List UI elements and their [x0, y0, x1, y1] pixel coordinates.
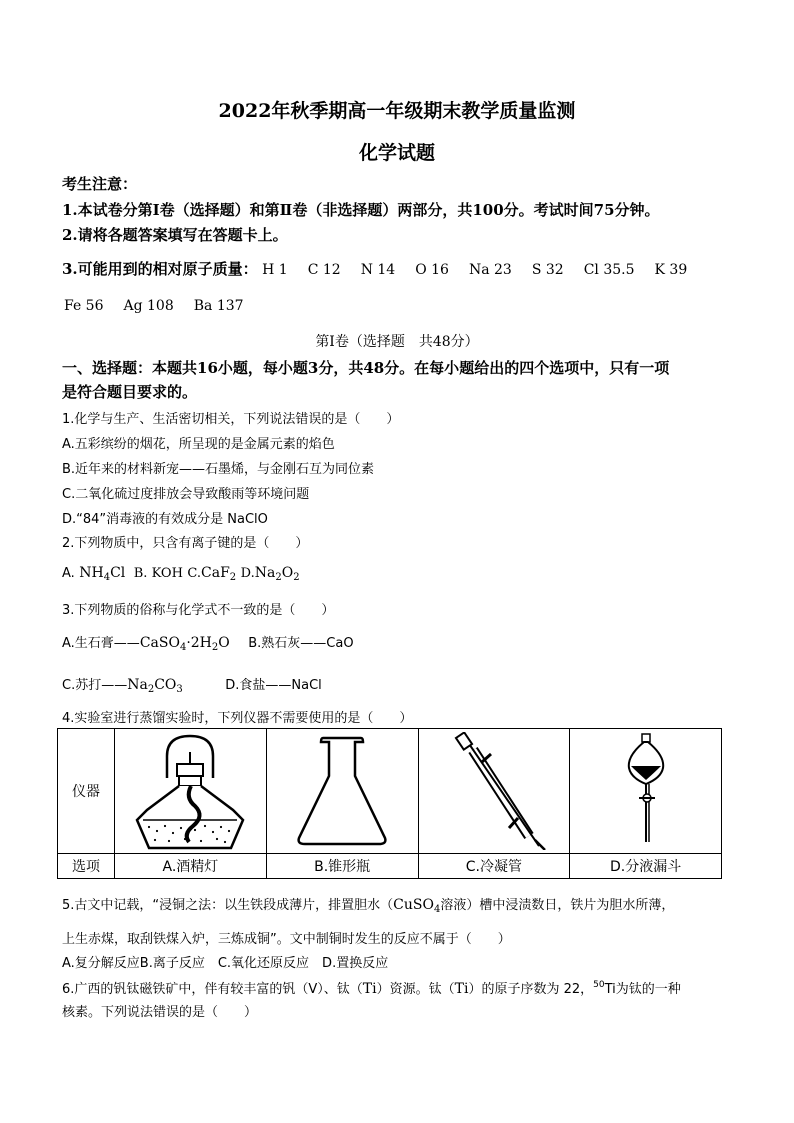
mass-item: Ag 108: [123, 298, 174, 314]
q3-option-b: B.熟石灰——CaO: [248, 636, 354, 651]
q3-option-a-formula: $CaSO_4\cdot 2H_2O$: [139, 635, 230, 653]
q4-option-c: C.冷凝管: [418, 854, 570, 879]
section-instructions-line2: 是符合题目要求的。: [62, 383, 198, 401]
q2-option-c-formula: CaF$_2$: [201, 565, 237, 583]
q1-option-a: A.五彩缤纷的烟花，所呈现的是金属元素的焰色: [62, 437, 335, 452]
section-instructions-line1: 一、选择题：本题共16小题，每小题3分，共48分。在每小题给出的四个选项中，只有一项: [62, 359, 670, 377]
mass-item: Cl 35.5: [583, 262, 635, 278]
condenser-icon: [429, 732, 559, 850]
q3-option-a-label: A.生石膏——: [62, 636, 140, 651]
mass-label: 3.可能用到的相对原子质量：: [62, 260, 258, 278]
q3-option-c-label: C.苏打——: [62, 678, 128, 693]
q3-stem: 3.下列物质的俗称与化学式不一致的是（ ）: [62, 603, 335, 618]
mass-list-line1: [262, 262, 707, 278]
q2-option-a-formula: $NH_4Cl$: [79, 565, 126, 583]
q1-option-d: D.“84”消毒液的有效成分是 NaClO: [62, 512, 268, 527]
mass-item: C 12: [307, 262, 341, 278]
q5-options: A.复分解反应B.离子反应 C.氧化还原反应 D.置换反应: [62, 956, 389, 971]
q2-option-b: B. KOH: [133, 566, 183, 581]
apparatus-row-header: 仪器: [58, 729, 115, 854]
q3-option-d: D.食盐——NaCl: [225, 678, 322, 693]
q2-option-c-label: C.: [187, 566, 202, 581]
apparatus-cell-d: [570, 729, 722, 854]
q5-line1: 5.古文中记载，“浸铜之法：以生铁段成薄片，排置胆水（CuSO$_4$溶液）槽中浸渍数日，铁片为胆水所薄，: [62, 897, 675, 915]
q2-options: [62, 565, 300, 581]
mass-item: Na 23: [468, 262, 512, 278]
alcohol-lamp-icon: [125, 732, 255, 850]
q4-option-b: B.锥形瓶: [266, 854, 418, 879]
apparatus-table: [57, 728, 722, 879]
q1-stem: 1.化学与生产、生活密切相关，下列说法错误的是（ ）: [62, 412, 400, 427]
q3-options-row1: [62, 632, 354, 651]
notice-item-3: [62, 258, 707, 279]
q5-formula: CuSO$_4$: [393, 897, 441, 915]
q4-option-d: D.分液漏斗: [570, 854, 722, 879]
exam-subtitle: 化学试题: [358, 142, 435, 164]
q1-option-c: C.二氧化硫过度排放会导致酸雨等环境问题: [62, 487, 310, 502]
q2-option-d-formula: $Na_2O_2$: [254, 565, 300, 583]
apparatus-cell-c: [418, 729, 570, 854]
conical-flask-icon: [277, 732, 407, 850]
q4-option-a: A.酒精灯: [115, 854, 267, 879]
notice-item-2: 2.请将各题答案填写在答题卡上。: [62, 226, 288, 244]
mass-list-line2: [64, 298, 264, 314]
mass-item: S 32: [531, 262, 564, 278]
mass-item: Ba 137: [193, 298, 244, 314]
q1-option-b: B.近年来的材料新宠——石墨烯，与金刚石互为同位素: [62, 462, 375, 477]
apparatus-cell-a: [115, 729, 267, 854]
q2-option-d-label: D.: [240, 566, 255, 581]
section-title: 第Ⅰ卷（选择题 共48分）: [315, 334, 479, 350]
notice-item-1: 1.本试卷分第Ⅰ卷（选择题）和第Ⅱ卷（非选择题）两部分，共100分。考试时间75分钟。: [62, 201, 660, 219]
q6-line1: 6.广西的钒钛磁铁矿中，伴有较丰富的钒（V）、钛（Ti）资源。钛（Ti）的原子序数为 22，$^{50}$Ti为钛的一种: [62, 980, 681, 997]
q3-option-c-formula: $Na_2CO_3$: [127, 677, 183, 695]
separatory-funnel-icon: [581, 732, 711, 850]
mass-item: N 14: [360, 262, 396, 278]
q2-option-a-label: A.: [62, 566, 75, 581]
notice-heading: 考生注意：: [62, 175, 138, 193]
mass-item: K 39: [654, 262, 688, 278]
mass-item: O 16: [415, 262, 449, 278]
mass-item: Fe 56: [64, 298, 104, 314]
q4-stem: 4.实验室进行蒸馏实验时，下列仪器不需要使用的是（ ）: [62, 711, 413, 726]
q5-line2: 上生赤煤，取刮铁煤入炉，三炼成铜”。文中制铜时发生的反应不属于（ ）: [62, 932, 511, 947]
q3-options-row2: [62, 674, 322, 693]
apparatus-cell-b: [266, 729, 418, 854]
options-row-header: 选项: [58, 854, 115, 879]
q6-line2: 核素。下列说法错误的是（ ）: [62, 1005, 258, 1020]
q2-stem: 2.下列物质中，只含有离子键的是（ ）: [62, 536, 309, 551]
mass-item: H 1: [262, 262, 288, 278]
exam-title: 2022年秋季期高一年级期末教学质量监测: [218, 100, 576, 122]
